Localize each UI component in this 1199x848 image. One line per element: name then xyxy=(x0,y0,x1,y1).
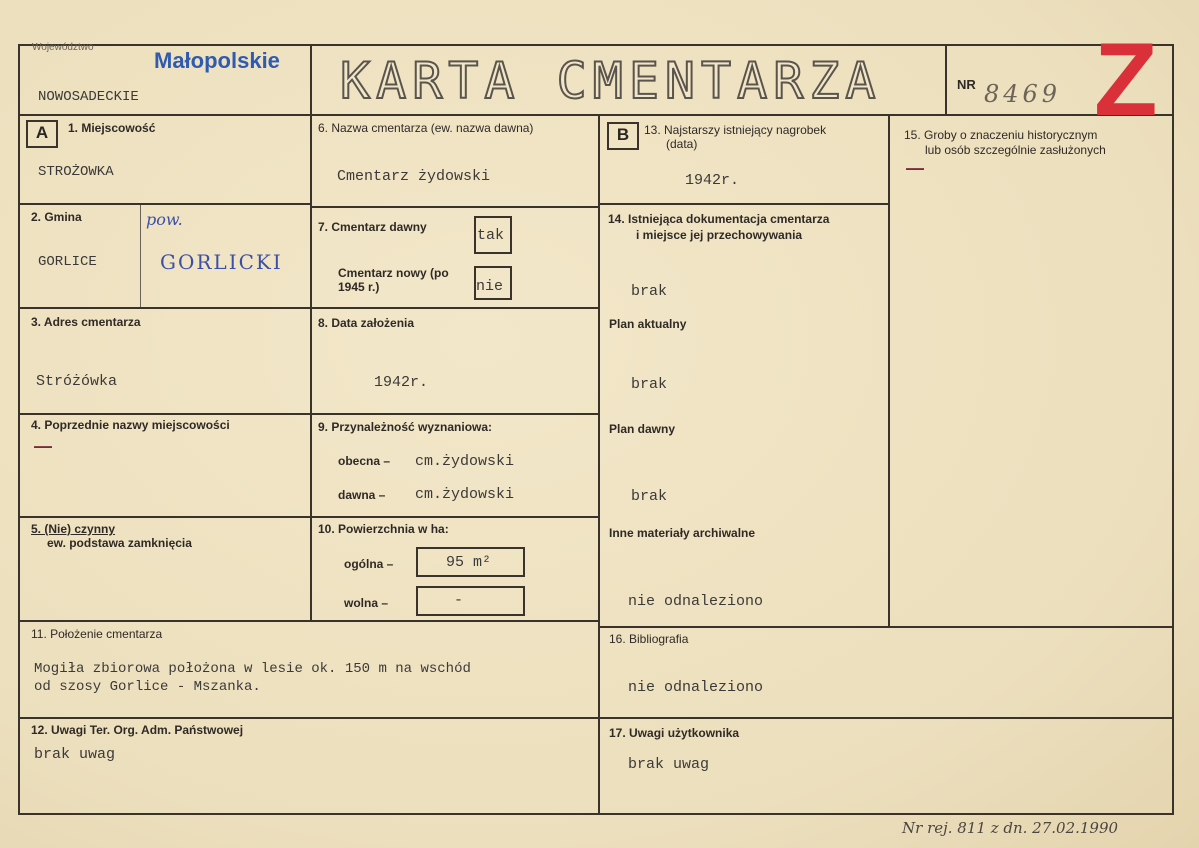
row-line-1-right xyxy=(598,203,890,205)
f10-wolna-box xyxy=(416,586,525,616)
f9-label: 9. Przynależność wyznaniowa: xyxy=(318,420,493,434)
f5-label: 5. (Nie) czynny xyxy=(31,522,116,536)
f16-value: nie odnaleziono xyxy=(628,679,764,696)
f1-label: 1. Miejscowość xyxy=(68,121,156,135)
f15-value: — xyxy=(906,158,924,178)
plan-dawny-value: brak xyxy=(631,488,668,505)
frame-bottom xyxy=(18,813,1174,815)
f6-label: 6. Nazwa cmentarza (ew. nazwa dawna) xyxy=(318,121,534,135)
f11-line2: od szosy Gorlice - Mszanka. xyxy=(34,679,261,695)
f8-label: 8. Data założenia xyxy=(318,316,415,330)
f15-sublabel: lub osób szczególnie zasłużonych xyxy=(925,143,1106,157)
nr-label: NR xyxy=(957,77,976,92)
f5-sublabel: ew. podstawa zamknięcia xyxy=(47,536,192,550)
f13-value: 1942r. xyxy=(685,172,740,189)
f2-divider xyxy=(140,205,141,307)
f3-label: 3. Adres cmentarza xyxy=(31,315,141,329)
row-line-5-left xyxy=(18,620,600,622)
row-line-5-right xyxy=(598,626,1174,628)
f14-label: 14. Istniejąca dokumentacja cmentarza xyxy=(608,212,830,226)
f13-sublabel: (data) xyxy=(666,137,698,151)
f11-label: 11. Położenie cmentarza xyxy=(31,627,163,641)
z-mark: Z xyxy=(1094,22,1158,138)
f15-label: 15. Groby o znaczeniu historycznym xyxy=(904,128,1098,142)
f2-note: pow. xyxy=(146,210,183,229)
row-line-2 xyxy=(18,307,600,309)
frame-right xyxy=(1172,44,1174,815)
voivodeship-stamp: Małopolskie xyxy=(154,48,280,73)
voivodeship-label: Województwo xyxy=(32,42,94,53)
f12-value: brak uwag xyxy=(34,746,116,763)
row-line-6 xyxy=(18,717,1174,719)
frame-top xyxy=(18,44,1174,46)
f16-label: 16. Bibliografia xyxy=(609,632,689,646)
f4-label: 4. Poprzednie nazwy miejscowości xyxy=(31,418,230,432)
f3-value: Stróżówka xyxy=(36,373,118,390)
row-line-1-left xyxy=(18,203,310,205)
f7-label: 7. Cmentarz dawny xyxy=(318,220,427,234)
f4-value: — xyxy=(34,436,52,456)
f7-new-value: nie xyxy=(476,278,504,295)
f2-value: GORLICE xyxy=(38,254,97,270)
f10-wolna-label: wolna – xyxy=(344,596,389,610)
f17-label: 17. Uwagi użytkownika xyxy=(609,726,740,740)
f11-line1: Mogiła zbiorowa położona w lesie ok. 150 m na wschód xyxy=(34,661,471,677)
f14-sublabel: i miejsce jej przechowywania xyxy=(636,228,803,242)
f7-new-label: Cmentarz nowy (po 1945 r.) xyxy=(338,266,449,294)
f10-ogolna-label: ogólna – xyxy=(344,557,394,571)
f9-dawna-value: cm.żydowski xyxy=(415,486,515,503)
plan-aktualny-value: brak xyxy=(631,376,668,393)
plan-aktualny-label: Plan aktualny xyxy=(609,317,687,331)
section-b-marker: B xyxy=(607,122,639,150)
f7-old-value: tak xyxy=(477,227,505,244)
section-a-marker: A xyxy=(26,120,58,148)
col-divider-a xyxy=(310,114,312,620)
f9-obecna-label: obecna – xyxy=(338,454,391,468)
f17-value: brak uwag xyxy=(628,756,710,773)
header-bottom-line xyxy=(18,114,1174,116)
f1-value: STROŻOWKA xyxy=(38,164,114,180)
col-divider-c xyxy=(888,114,890,626)
f6-value: Cmentarz żydowski xyxy=(337,168,491,185)
row-line-3 xyxy=(18,413,600,415)
f2-handwritten: GORLICKI xyxy=(160,250,283,274)
row-line-4 xyxy=(18,516,600,518)
f10-wolna-value: - xyxy=(454,592,464,609)
col-divider-b xyxy=(598,114,600,815)
plan-dawny-label: Plan dawny xyxy=(609,422,676,436)
inne-materialy-label: Inne materiały archiwalne xyxy=(609,526,756,540)
nr-value: 8469 xyxy=(984,80,1062,108)
f10-ogolna-value: 95 m² xyxy=(446,554,492,571)
inne-materialy-value: nie odnaleziono xyxy=(628,593,764,610)
f13-label: 13. Najstarszy istniejący nagrobek xyxy=(644,123,827,137)
registration-note: Nr rej. 811 z dn. 27.02.1990 xyxy=(902,819,1119,837)
card-title: KARTA CMENTARZA xyxy=(340,52,882,110)
f9-dawna-label: dawna – xyxy=(338,488,386,502)
f12-label: 12. Uwagi Ter. Org. Adm. Państwowej xyxy=(31,723,244,737)
voivodeship-typed: NOWOSADECKIE xyxy=(38,89,139,105)
row-line-1-mid xyxy=(310,206,600,208)
header-divider-2 xyxy=(945,44,947,116)
f14-value: brak xyxy=(631,283,668,300)
frame-left xyxy=(18,44,20,815)
f2-label: 2. Gmina xyxy=(31,210,82,224)
f9-obecna-value: cm.żydowski xyxy=(415,453,515,470)
f10-label: 10. Powierzchnia w ha: xyxy=(318,522,449,536)
f8-value: 1942r. xyxy=(374,374,429,391)
header-divider-1 xyxy=(310,44,312,116)
